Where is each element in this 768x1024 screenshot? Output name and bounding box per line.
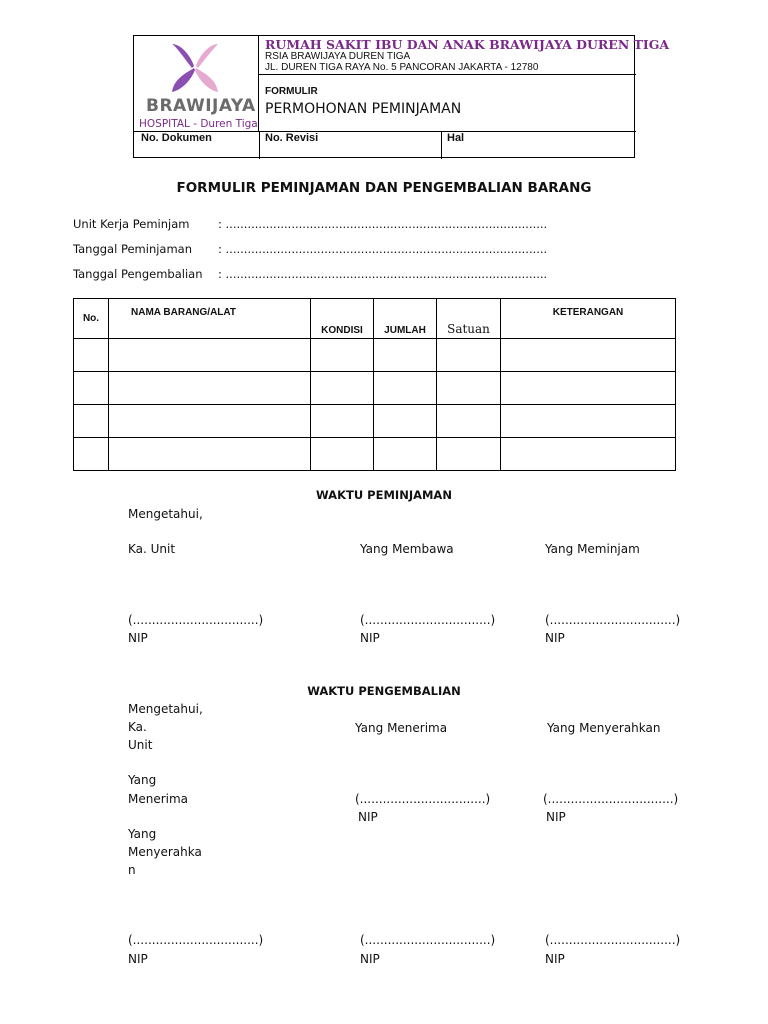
borrow-sign-line-2[interactable]: (.................................)	[360, 613, 496, 627]
table-row[interactable]	[74, 438, 676, 471]
return-nip-2: NIP	[360, 952, 380, 966]
table-header-row	[74, 299, 676, 339]
doc-number-label: No. Dokumen	[141, 132, 212, 144]
form-title: PERMOHONAN PEMINJAMAN	[265, 101, 462, 117]
return-left-line-5: Menerima	[128, 792, 189, 806]
return-section-heading: WAKTU PENGEMBALIAN	[307, 684, 461, 698]
hospital-short-name: RSIA BRAWIJAYA DUREN TIGA	[265, 51, 411, 62]
borrow-nip-2: NIP	[360, 631, 380, 645]
page-label: Hal	[447, 132, 465, 144]
field-label-borrow-date: Tanggal Peminjaman	[73, 242, 193, 256]
col-unit: Satuan	[437, 299, 501, 339]
items-table	[73, 298, 676, 471]
return-left-line-4: Yang	[128, 773, 157, 787]
col-no: No.	[74, 299, 109, 339]
logo-subtitle: HOSPITAL - Duren Tiga	[139, 118, 258, 130]
field-value-return-date[interactable]: : ........................................................................................	[218, 267, 548, 281]
hospital-address: JL. DUREN TIGA RAYA No. 5 PANCORAN JAKARTA - 12780	[265, 62, 539, 73]
logo-brand-text: BRAWIJAYA	[146, 96, 256, 116]
borrow-nip-3: NIP	[545, 631, 565, 645]
col-notes: KETERANGAN	[501, 299, 676, 339]
return-mid-sign-line-2[interactable]: (.................................)	[543, 792, 679, 806]
return-mid-nip-1: NIP	[358, 810, 378, 824]
field-label-unit: Unit Kerja Peminjam	[73, 217, 190, 231]
borrow-section-heading: WAKTU PEMINJAMAN	[316, 488, 452, 502]
col-condition: KONDISI	[311, 299, 374, 339]
field-label-return-date: Tanggal Pengembalian	[73, 267, 203, 281]
col-item-name: NAMA BARANG/ALAT	[109, 299, 311, 339]
return-left-line-8: Menyerahka	[128, 845, 202, 859]
table-row[interactable]	[74, 372, 676, 405]
return-sign-line-3[interactable]: (.................................)	[545, 933, 681, 947]
borrow-signer-carrier: Yang Membawa	[360, 542, 454, 556]
return-nip-1: NIP	[128, 952, 148, 966]
col-quantity: JUMLAH	[374, 299, 437, 339]
borrow-nip-1: NIP	[128, 631, 148, 645]
hospital-name: RUMAH SAKIT IBU DAN ANAK BRAWIJAYA DUREN TIGA	[265, 37, 670, 52]
borrow-acknowledge: Mengetahui,	[128, 507, 203, 521]
return-sign-line-2[interactable]: (.................................)	[360, 933, 496, 947]
borrow-sign-line-3[interactable]: (.................................)	[545, 613, 681, 627]
return-left-line-2: Unit	[128, 738, 153, 752]
table-row[interactable]	[74, 405, 676, 438]
return-signer-receiver: Yang Menerima	[355, 721, 448, 735]
logo-cell	[134, 36, 259, 132]
page-title: FORMULIR PEMINJAMAN DAN PENGEMBALIAN BARANG	[176, 180, 592, 196]
borrow-signer-head: Ka. Unit	[128, 542, 176, 556]
return-left-line-9: n	[128, 863, 136, 877]
return-acknowledge: Mengetahui,	[128, 702, 203, 716]
document-header	[133, 35, 670, 158]
return-mid-sign-line-1[interactable]: (.................................)	[355, 792, 491, 806]
field-value-unit[interactable]: : ........................................................................................	[218, 217, 548, 231]
borrow-sign-line-1[interactable]: (.................................)	[128, 613, 264, 627]
revision-label: No. Revisi	[265, 132, 319, 144]
table-row[interactable]	[74, 339, 676, 372]
return-left-line-7: Yang	[128, 827, 157, 841]
field-value-borrow-date[interactable]: : ........................................................................................	[218, 242, 548, 256]
return-signer-giver: Yang Menyerahkan	[547, 721, 661, 735]
form-label: FORMULIR	[265, 86, 318, 97]
return-nip-3: NIP	[545, 952, 565, 966]
return-mid-nip-2: NIP	[546, 810, 566, 824]
butterfly-logo-icon	[134, 38, 259, 98]
return-sign-line-1[interactable]: (.................................)	[128, 933, 264, 947]
borrow-signer-borrower: Yang Meminjam	[545, 542, 640, 556]
return-left-line-1: Ka.	[128, 720, 147, 734]
